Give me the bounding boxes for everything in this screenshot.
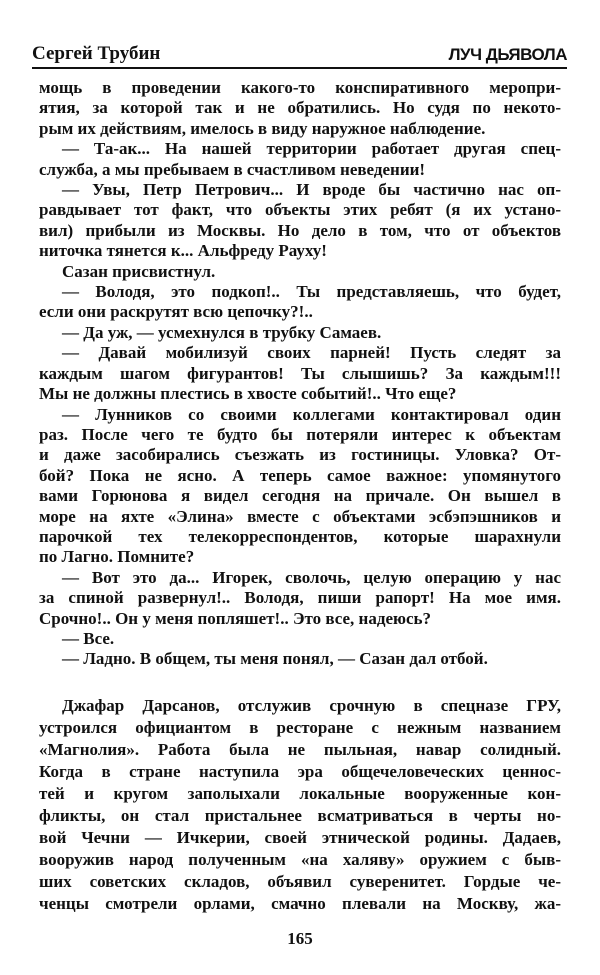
text-line: каждым шагом фигурантов! Ты слышишь? За каждым!!!: [39, 363, 561, 383]
text-line: — Увы, Петр Петрович... И вроде бы частично нас оп-: [62, 180, 561, 200]
text-line: Джафар Дарсанов, отслужив срочную в спецназе ГРУ,: [62, 696, 561, 715]
text-line: Срочно!.. Он у меня попляшет!.. Это все, надеюсь?: [39, 608, 432, 628]
text-line: служба, а мы пребываем в счастливом неведении!: [39, 159, 426, 179]
text-line: — Лунников со своими коллегами контактировал один: [62, 404, 561, 424]
paragraph: [39, 78, 561, 139]
text-line: — Ладно. В общем, ты меня понял, — Сазан дал отбой.: [62, 649, 488, 669]
text-line: вооружив народ полученным «на халяву» оружием с быв-: [39, 850, 561, 869]
text-line: ченцы смотрели орлами, смачно плевали на Москву, жа-: [39, 894, 561, 913]
text-line: мощь в проведении какого-то конспиративного меропри-: [39, 78, 561, 97]
text-line: устроился официантом в ресторане с нежным названием: [39, 718, 561, 737]
text-line: тей и кругом заполыхали локальные вооруженные кон-: [39, 784, 561, 803]
text-line: ших советских складов, объявил суверенитет. Гордые че-: [39, 872, 561, 891]
text-line: — Та-ак... На нашей территории работает другая спец-: [62, 139, 561, 159]
text-line: — Володя, это подкоп!.. Ты представляешь, что будет,: [62, 282, 561, 302]
header-book-title: ЛУЧ ДЬЯВОЛА: [448, 45, 567, 64]
text-line: Когда в стране наступила эра общечеловеческих ценнос-: [39, 762, 561, 781]
text-line: — Вот это да... Игорек, сволочь, целую операцию у нас: [62, 567, 561, 587]
paragraph: [39, 695, 561, 915]
paragraph: [39, 343, 561, 404]
text-line: раз. После чего те будто бы потеряли интерес к объектам: [39, 424, 561, 444]
text-line: вой Чечни — Ичкерии, своей этнической родины. Дадаев,: [39, 828, 561, 847]
text-line: вами Горюнова я видел сегодня на причале. Он вышел в: [39, 486, 561, 506]
paragraph: [39, 282, 561, 323]
text-line: по Лагно. Помните?: [39, 547, 195, 567]
text-line: — Все.: [62, 628, 115, 648]
paragraph: [39, 405, 561, 568]
text-line: и даже засобирались съезжать из гостиницы. Уловка? От-: [39, 445, 561, 465]
paragraph: [39, 568, 561, 629]
running-header: [32, 40, 567, 69]
paragraph: [39, 323, 561, 343]
text-line: — Да уж, — усмехнулся в трубку Самаев.: [62, 322, 382, 342]
text-line: Мы не должны плестись в хвосте событий!.. Что еще?: [39, 384, 457, 404]
text-line: ятия, за которой так и не обратились. Но судя по некото-: [39, 98, 561, 118]
text-section-2: [39, 695, 561, 915]
text-line: «Магнолия». Работа была не пыльная, навар солидный.: [39, 740, 561, 759]
text-line: равдывает тот факт, что объекты этих ребят (я их устано-: [39, 200, 561, 220]
paragraph: [39, 139, 561, 180]
text-section-1: [39, 78, 561, 670]
text-line: рым их действиям, имелось в виду наружное наблюдение.: [39, 118, 486, 138]
text-line: если они раскрутят всю цепочку?!..: [39, 302, 313, 322]
paragraph: [39, 649, 561, 669]
text-line: фликты, он стал пристальнее всматриваться в черты но-: [39, 806, 561, 825]
text-line: Сазан присвистнул.: [62, 261, 216, 281]
text-line: парочкой тех телекорреспондентов, которые шарахнули: [39, 526, 561, 546]
header-author: Сергей Трубин: [32, 43, 161, 64]
text-line: вил) прибыли из Москвы. Но дело в том, что от объектов: [39, 220, 561, 240]
paragraph: [39, 629, 561, 649]
text-line: — Давай мобилизуй своих парней! Пусть следят за: [62, 343, 561, 363]
paragraph: [39, 180, 561, 262]
text-line: ниточка тянется к... Альфреду Рауху!: [39, 241, 327, 261]
text-line: за спиной развернул!.. Володя, пиши рапорт! На мое имя.: [39, 588, 561, 608]
text-line: бой? Пока не ясно. А теперь самое важное: упомянутого: [39, 465, 561, 485]
text-line: море на яхте «Элина» вместе с объектами эсбэпэшников и: [39, 506, 561, 526]
page-number: 165: [287, 929, 313, 948]
paragraph: [39, 262, 561, 282]
